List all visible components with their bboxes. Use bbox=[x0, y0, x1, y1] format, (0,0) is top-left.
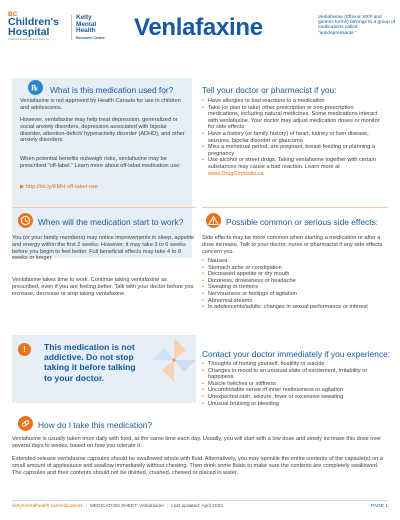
section-divider bbox=[202, 207, 388, 208]
list-item: • Changes in mood to an unusual state of excitement, irritability or happiness bbox=[202, 368, 386, 381]
footer-updated: Last updated: April 2022 bbox=[171, 504, 223, 509]
pill-icon bbox=[18, 416, 33, 431]
list-item: • Thoughts of hurting yourself, hostility or suicide bbox=[202, 361, 386, 368]
section-divider bbox=[12, 207, 196, 208]
how-take-heading: How do I take this medication? bbox=[38, 420, 153, 430]
list-item: • Nervousness or feelings of agitation bbox=[202, 291, 386, 298]
list-item: • Take (or plan to take) other prescription or non-prescription medications, including natural medicines. Some medications interact with venlafaxine. Your doctor may adjust medication doses or monitor for side effects bbox=[202, 105, 386, 131]
off-label-link[interactable]: ▶ http://bit.ly/KMH-off-label-use bbox=[20, 184, 98, 190]
not-addictive-text: This medication is not addictive. Do not stop taking it before talking to your doctor. bbox=[44, 342, 136, 383]
svg-text:℞: ℞ bbox=[31, 83, 38, 93]
list-item: • Uncomfortable sense of inner restlessness or agitation bbox=[202, 387, 386, 394]
list-item: • Unusual bruising or bleeding bbox=[202, 401, 386, 408]
list-item: • Abnormal dreams bbox=[202, 298, 386, 305]
logo-bc-text: BC bbox=[8, 11, 18, 18]
clock-icon bbox=[18, 213, 33, 228]
footer-sheet-name: MEDICATION SHEET: Venlafaxine bbox=[89, 504, 164, 509]
list-item: • Decreased appetite or dry mouth bbox=[202, 271, 386, 278]
how-take-p1: Venlafaxine is usually taken once daily with food, at the same time each day. Usually, you will start with a low dose and slowly increase this dose over several days to weeks, based on how you tolerate it. bbox=[12, 436, 382, 449]
bc-childrens-hospital-logo bbox=[8, 12, 68, 40]
page-header bbox=[0, 0, 400, 50]
list-item bbox=[202, 157, 386, 177]
contact-doctor-list bbox=[202, 361, 386, 407]
list-item: • Sweating or tremors bbox=[202, 284, 386, 291]
side-effects-list bbox=[202, 258, 386, 311]
list-item: • Unexpected rash, seizure, fever or excessive sweating bbox=[202, 394, 386, 401]
when-work-p2: Venlafaxine takes time to work. Continue taking venlafaxine as prescribed, even if you are feeling better. Talk with your doctor before you increase, decrease or stop taking venlafaxine. bbox=[12, 277, 194, 297]
footer-site-link[interactable]: keltymentalhealth.ca/medications bbox=[12, 504, 83, 509]
page-title: Venlafaxine bbox=[134, 14, 263, 41]
used-for-p3: When potential benefits outweigh risks, venlafaxine may be prescribed "off-label." Learn more about off-label medication use: bbox=[20, 156, 181, 169]
page-footer: keltymentalhealth.ca/medications | MEDICATION SHEET: Venlafaxine | Last updated: April 2022 bbox=[12, 504, 223, 509]
list-item: • Have allergies or bad reactions to a medication bbox=[202, 98, 386, 105]
kelty-name-3: Health bbox=[76, 27, 96, 35]
page-number: PAGE 1 bbox=[371, 504, 388, 509]
warning-triangle-icon bbox=[206, 213, 221, 228]
kelty-name-1: Kelty bbox=[76, 14, 92, 21]
tell-doctor-list bbox=[202, 98, 386, 177]
logo-tagline: Provincial Health Services Authority bbox=[8, 38, 49, 41]
used-for-p1: Venlafaxine is not approved by Health Canada for use in children and adolescents. bbox=[20, 98, 181, 111]
list-item: • Miss a menstrual period, are pregnant, breast-feeding or planning a pregnancy bbox=[202, 144, 386, 157]
kelty-subtitle: Resource Centre bbox=[76, 35, 105, 40]
tell-doctor-heading: Tell your doctor or pharmacist if you: bbox=[202, 85, 337, 95]
drugcocktails-link[interactable]: www.DrugCocktails.ca bbox=[208, 170, 264, 177]
side-effects-intro: Side effects may be more common when starting a medication or after a dose increase. Talk to your doctor, nurse or pharmacist if any side effects concern you. bbox=[202, 235, 383, 255]
used-for-heading: What is this medication used for? bbox=[50, 85, 174, 95]
warning-icon: ! bbox=[18, 343, 31, 356]
logo-line2: Hospital bbox=[8, 26, 50, 38]
contact-doctor-heading: Contact your doctor immediately if you experience: bbox=[202, 349, 391, 359]
list-item: • In adolescents/adults: changes in sexual performance or interest bbox=[202, 304, 386, 311]
list-item: • Stomach ache or constipation bbox=[202, 265, 386, 272]
used-for-p2: However, venlafaxine may help treat depression, generalized or social anxiety disorders, depression associated with bipolar disorder, attention-deficit/ hyperactivity disorder (ADHD), and other anxiety disorders. bbox=[20, 117, 185, 144]
list-item: • Muscle twitches or stiffness bbox=[202, 381, 386, 388]
footer-divider bbox=[12, 500, 388, 501]
last-item-text: Use alcohol or street drugs. Taking venlafaxine together with certain substances may cause a bad reaction. Learn more at bbox=[208, 157, 376, 170]
kelty-logo bbox=[71, 15, 121, 40]
kelty-name-2: Mental bbox=[76, 20, 97, 28]
page-description: Venlafaxine (Effexor XR® and generic forms) belongs to a group of medications called "antidepressants." bbox=[318, 15, 396, 36]
rx-icon bbox=[28, 80, 43, 95]
list-item: • Nausea bbox=[202, 258, 386, 265]
logo-line1: Children's bbox=[8, 16, 59, 28]
pinwheel-icon bbox=[150, 334, 198, 386]
list-item: • Have a history (or family history) of heart, kidney or liver disease, seizures, bipolar disorder or glaucoma bbox=[202, 131, 386, 144]
how-take-p2: Extended-release venlafaxine capsules should be swallowed whole with fluid. Alternatively, you may sprinkle the entire contents of the capsule(s) on a small amount of applesauce and swallow immediately without chewing. Then drink some fluids to make sure the contents are completely swallowed. The capsules and their contents should not be divided, crushed, chewed or placed in water. bbox=[12, 456, 383, 476]
when-work-p1: You (or your family members) may notice improvements in sleep, appetite and energy within the first 2 weeks. However, it may take 3 to 6 weeks before you begin to feel better. Full beneficial effects may take 4 to 8 weeks or longer. bbox=[12, 235, 195, 262]
side-effects-heading: Possible common or serious side effects: bbox=[226, 217, 379, 227]
list-item: • Dizziness, drowsiness or headache bbox=[202, 278, 386, 285]
when-work-heading: When will the medication start to work? bbox=[38, 217, 184, 227]
off-label-link-text[interactable]: http://bit.ly/KMH-off-label-use bbox=[25, 184, 98, 190]
